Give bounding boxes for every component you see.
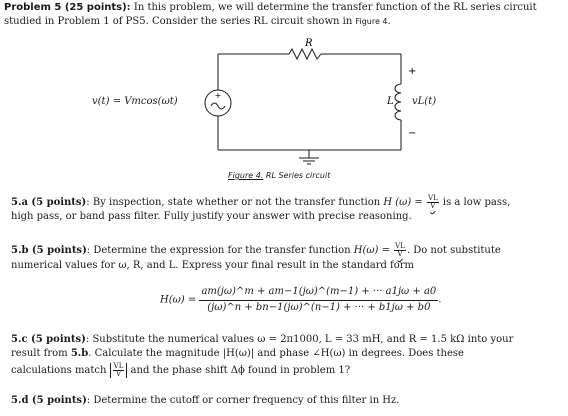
problem-title-colon: : (126, 2, 134, 13)
part-c-line2 (11, 348, 464, 359)
formula-numerator: am(jω)^m + am−1(jω)^(m−1) + ··· a1jω + a0 (199, 285, 438, 301)
part-c-line3-b: and the phase shift Δϕ found in problem 1? (127, 365, 351, 376)
resistor-symbol (289, 49, 321, 59)
part-c-label: 5.c (5 points) (11, 334, 86, 345)
part-c-frac-den: V (115, 370, 122, 378)
problem-intro: In this problem, we will determine the transfer function of the RL series circuit (133, 2, 537, 13)
standard-form-formula (160, 285, 441, 315)
figure-caption (228, 171, 330, 180)
intro-text: studied in Problem 1 of PS5. Consider the series RL circuit shown in (4, 16, 356, 27)
formula-fraction (199, 285, 438, 315)
intro-period: . (387, 16, 391, 27)
part-b-frac-den: V (397, 250, 403, 258)
part-b-line1 (11, 243, 501, 258)
part-c-ref: 5.b (70, 348, 89, 359)
part-b-text: : Determine the expression for the transfer function (86, 245, 354, 256)
output-plus-sign: + (408, 66, 417, 77)
part-a-text: : By inspection, state whether or not the transfer function (86, 197, 384, 208)
part-c-magnitude (110, 363, 128, 378)
part-c-fraction (113, 363, 125, 378)
part-b-text2: . Do not substitute (406, 245, 501, 256)
figure-ref: Figure 4 (355, 17, 388, 26)
part-a-fraction (427, 195, 439, 210)
output-voltage-label: vL(t) (412, 96, 437, 107)
part-b-transfer-fn: H(ω) = (353, 245, 394, 256)
sine-wave-icon (211, 103, 225, 109)
part-b-fraction (394, 243, 406, 258)
formula-lhs: H(ω) = (160, 294, 197, 306)
part-c-line2-a: result from (11, 348, 71, 359)
part-a-transfer-fn: H (ω) = (383, 197, 426, 208)
part-a-text2: is a low pass, (439, 197, 511, 208)
formula-denominator: (jω)^n + bn−1(jω)^(n−1) + ··· + b1jω + b0 (207, 302, 431, 313)
figure-caption-ref: Figure 4. (228, 171, 264, 180)
part-c-line1 (11, 334, 513, 345)
part-b-frac-num: VL (395, 242, 405, 250)
part-a-line1 (11, 195, 510, 210)
resistor-label: R (305, 38, 313, 49)
output-minus-sign: − (408, 128, 417, 139)
part-c-text: : Substitute the numerical values ω = 2π1000, L = 33 mH, and R = 1.5 kΩ into your (85, 334, 514, 345)
part-d-label: 5.d (5 points) (11, 395, 87, 406)
inductor-label: L (387, 96, 394, 107)
problem-title: Problem 5 (25 points) (4, 2, 127, 13)
inductor-symbol (395, 84, 401, 120)
part-a-line2: high pass, or band pass filter. Fully justify your answer with precise reasoning. (11, 211, 412, 222)
part-d-line1 (11, 395, 399, 406)
part-a-label: 5.a (5 points) (11, 197, 87, 208)
part-b-line2: numerical values for ω, R, and L. Express your final result in the standard form (11, 260, 415, 271)
figure-caption-text: RL Series circuit (263, 171, 331, 180)
part-a-frac-den: V (430, 202, 436, 210)
source-plus-sign: + (214, 91, 222, 100)
part-c-frac-num: VL (113, 362, 124, 370)
formula-end: . (438, 294, 442, 306)
part-b-label: 5.b (5 points) (11, 245, 87, 256)
part-c-line3-a: calculations match (11, 365, 110, 376)
rl-circuit-diagram (0, 0, 568, 200)
source-expression: v(t) = Vmcos(ωt) (92, 96, 178, 107)
part-c-line2-b: . Calculate the magnitude |H(ω)| and phase ∠H(ω) in degrees. Does these (88, 348, 464, 359)
part-c-line3 (11, 363, 350, 378)
part-a-frac-num: VL (427, 194, 438, 202)
part-d-text: : Determine the cutoff or corner frequency of this filter in Hz. (86, 395, 400, 406)
